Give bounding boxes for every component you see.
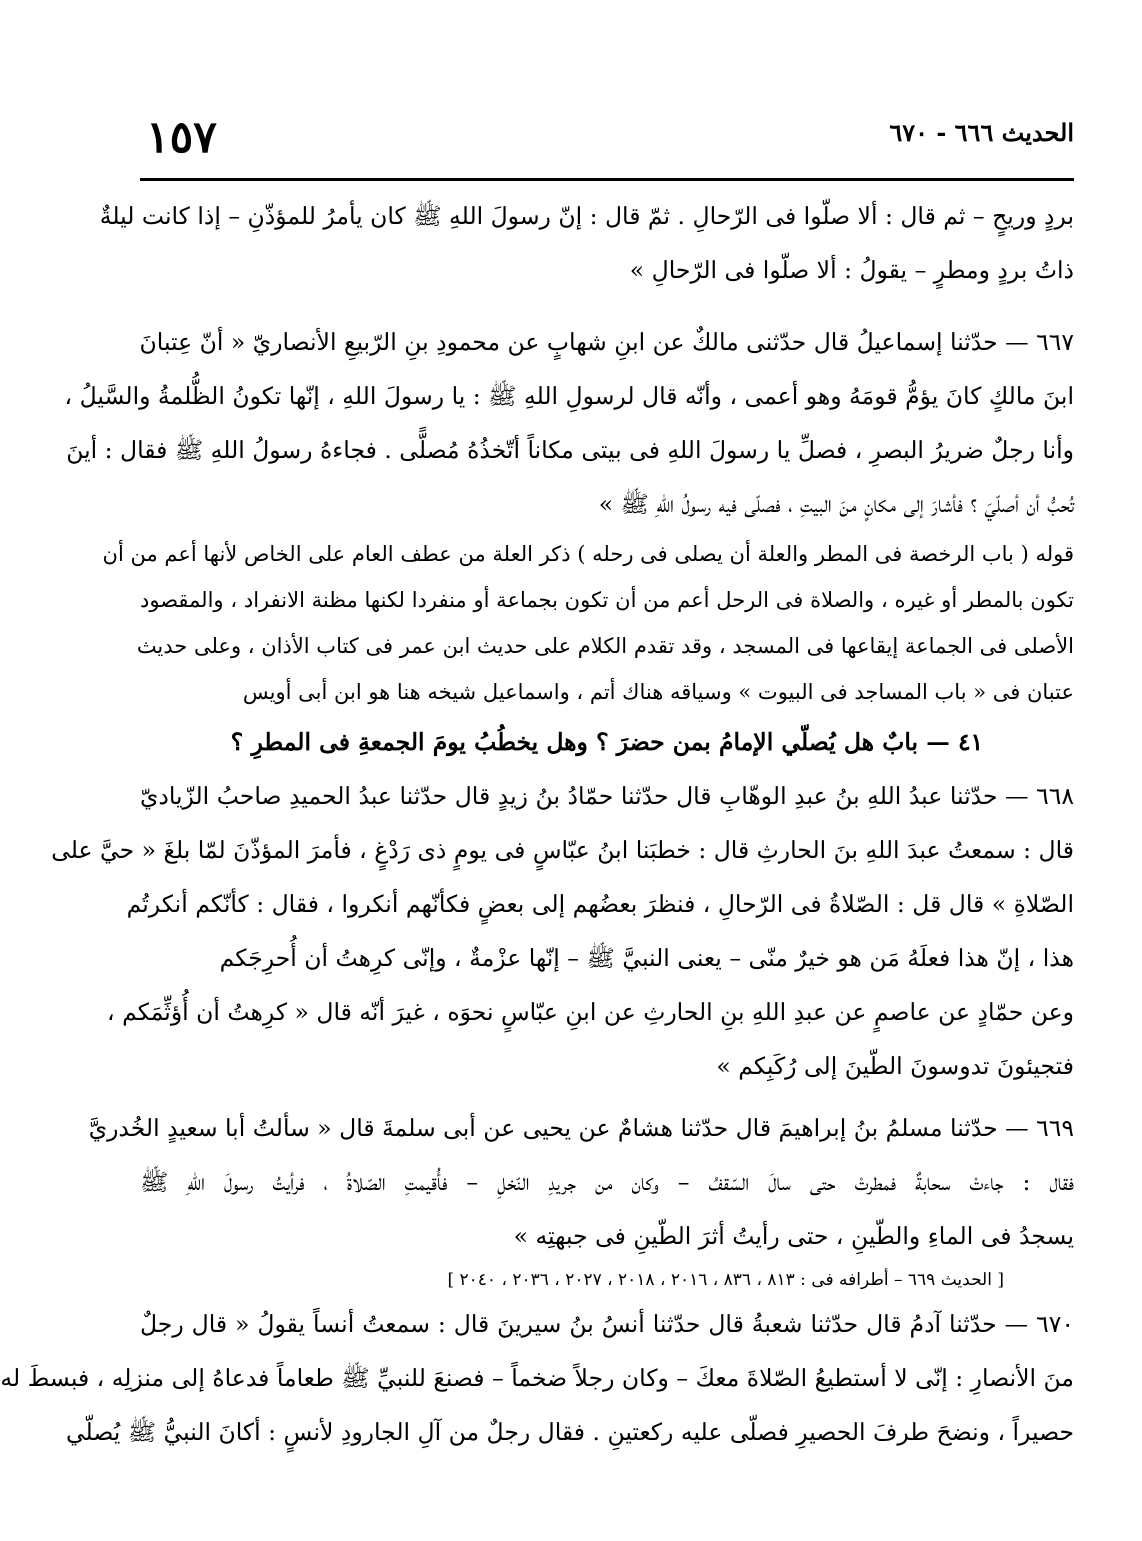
- commentary-line: عتبان فى « باب المساجد فى البيوت » وسياقه هناك أتم ، واسماعيل شيخه هنا هو ابن أبى أويس: [242, 680, 1074, 704]
- hadith-668-variant: [107, 985, 1074, 1093]
- text-line: ٦٦٨ — حدّثنا عبدُ اللهِ بنُ عبدِ الوهّابِ قال حدّثنا حمّادُ بنُ زيدٍ قال حدّثنا عبدُ الحميدِ صاحبُ الزّياديّ: [140, 782, 1074, 810]
- commentary-line: الأصلى فى الجماعة إيقاعها فى المسجد ، وقد تقدم الكلام على حديث ابن عمر فى كتاب الأذان ، وعلى حديث: [136, 634, 1074, 658]
- text-line: ذاتُ بردٍ ومطرٍ – يقولُ : ألا صلّوا فى الرّحالِ »: [629, 256, 1074, 284]
- text-line: قال : سمعتُ عبدَ اللهِ بنَ الحارثِ قال : خطبَنا ابنُ عبّاسٍ فى يومٍ ذى رَدْغٍ ، فأمرَ المؤذّنَ لمّا بلغَ « حيَّ على: [51, 836, 1074, 864]
- hadith-670: [0, 1297, 1074, 1459]
- text-line: ٦٧٠ — حدّثنا آدمُ قال حدّثنا شعبةُ قال حدّثنا أنسُ بنُ سيرينَ قال : سمعتُ أنساً يقولُ « قال رجلٌ: [140, 1310, 1074, 1338]
- commentary: [102, 531, 1074, 715]
- running-title: الحديث ٦٦٦ - ٦٧٠: [889, 118, 1074, 147]
- chapter-heading: ٤١ — بابٌ هل يُصلّي الإمامُ بمن حضرَ ؟ وهل يخطُبُ يومَ الجمعةِ فى المطرِ ؟: [230, 728, 984, 756]
- text-line: ابنَ مالكٍ كانَ يؤمُّ قومَهُ وهو أعمى ، وأنّه قال لرسولِ اللهِ ﷺ : يا رسولَ اللهِ ، إنّها تكونُ الظُّلمةُ والسَّيلُ ،: [64, 382, 1074, 410]
- text-line: وأنا رجلٌ ضريرُ البصرِ ، فصلِّ يا رسولَ اللهِ فى بيتى مكاناً أتّخذُهُ مُصلًّى . فجاءهُ رسولُ اللهِ ﷺ فقال : أينَ: [66, 436, 1074, 464]
- commentary-line: قوله ( باب الرخصة فى المطر والعلة أن يصلى فى رحله ) ذكر العلة من عطف العام على الخاص لأنها أعم من أن: [102, 542, 1074, 566]
- page-number: ١٥٧: [146, 112, 217, 163]
- text-line: منَ الأنصارِ : إنّى لا أستطيعُ الصّلاةَ معكَ – وكان رجلاً ضخماً – فصنعَ للنبيِّ ﷺ طعاماً فدعاهُ إلى منزلِه ، فبسطَ له: [0, 1364, 1074, 1392]
- text-line: فقال : جاءتْ سحابةٌ فمطرتْ حتى سالَ السّقفُ – وكان من جريدِ النّخلِ – فأُقيمتِ الصّلاةُ ، فرأيتُ رسولَ اللهِ ﷺ: [140, 1168, 1074, 1196]
- text-line: ٦٦٩ — حدّثنا مسلمُ بنُ إبراهيمَ قال حدّثنا هشامٌ عن يحيى عن أبى سلمةَ قال « سألتُ أبا سعيدٍ الخُدريَّ: [88, 1114, 1074, 1142]
- text-line: وعن حمّادٍ عن عاصمٍ عن عبدِ اللهِ بنِ الحارثِ عن ابنِ عبّاسٍ نحوَه ، غيرَ أنّه قال « كرِهتُ أن أُؤثِّمَكم ،: [107, 998, 1074, 1026]
- text-line: بردٍ وريحٍ – ثم قال : ألا صلّوا فى الرّحالِ . ثمّ قال : إنّ رسولَ اللهِ ﷺ كان يأمرُ للمؤذّنِ – إذا كانت ليلةٌ: [99, 202, 1074, 230]
- text-line: الصّلاةِ » قال قل : الصّلاةُ فى الرّحالِ ، فنظرَ بعضُهم إلى بعضٍ فكأنّهم أنكروا ، فقال : كأنّكم أنكرتُم: [126, 890, 1074, 918]
- text-line: يسجدُ فى الماءِ والطّينِ ، حتى رأيتُ أثرَ الطّينِ فى جبهتِه »: [513, 1222, 1074, 1250]
- cross-reference-note: [ الحديث ٦٦٩ – أطرافه فى : ٨١٣ ، ٨٣٦ ، ٢٠١٦ ، ٢٠١٨ ، ٢٠٢٧ ، ٢٠٣٦ ، ٢٠٤٠ ]: [447, 1270, 1004, 1290]
- hadith-669: [88, 1101, 1074, 1263]
- text-line: ٦٦٧ — حدّثنا إسماعيلُ قال حدّثنى مالكٌ عن ابنِ شهابٍ عن محمودِ بنِ الرّبيعِ الأنصاريّ « أنّ عِتبانَ: [139, 328, 1074, 356]
- text-line: حصيراً ، ونضحَ طرفَ الحصيرِ فصلّى عليه ركعتينِ . فقال رجلٌ من آلِ الجارودِ لأنسٍ : أكانَ النبيُّ ﷺ يُصلّي: [65, 1418, 1074, 1446]
- hadith-667: [64, 315, 1074, 531]
- text-line: هذا ، إنّ هذا فعلَهُ مَن هو خيرٌ منّى – يعنى النبيَّ ﷺ – إنّها عزْمةٌ ، وإنّى كرِهتُ أن أُحرِجَكم: [219, 944, 1074, 972]
- page-header: [140, 112, 1074, 181]
- hadith-666-continuation: [99, 189, 1074, 297]
- book-page: [0, 112, 1074, 1482]
- hadith-668: [51, 769, 1074, 985]
- commentary-line: تكون بالمطر أو غيره ، والصلاة فى الرحل أعم من أن تكون بجماعة أو منفردا لكنها مظنة الانفراد ، والمقصود: [140, 588, 1074, 612]
- text-line: فتجيئونَ تدوسونَ الطّينَ إلى رُكَبِكم »: [716, 1052, 1074, 1080]
- text-line: تُحبُّ أن أصلّيَ ؟ فأشارَ إلى مكانٍ منَ البيتِ ، فصلّى فيه رسولُ اللهِ ﷺ »: [598, 490, 1074, 518]
